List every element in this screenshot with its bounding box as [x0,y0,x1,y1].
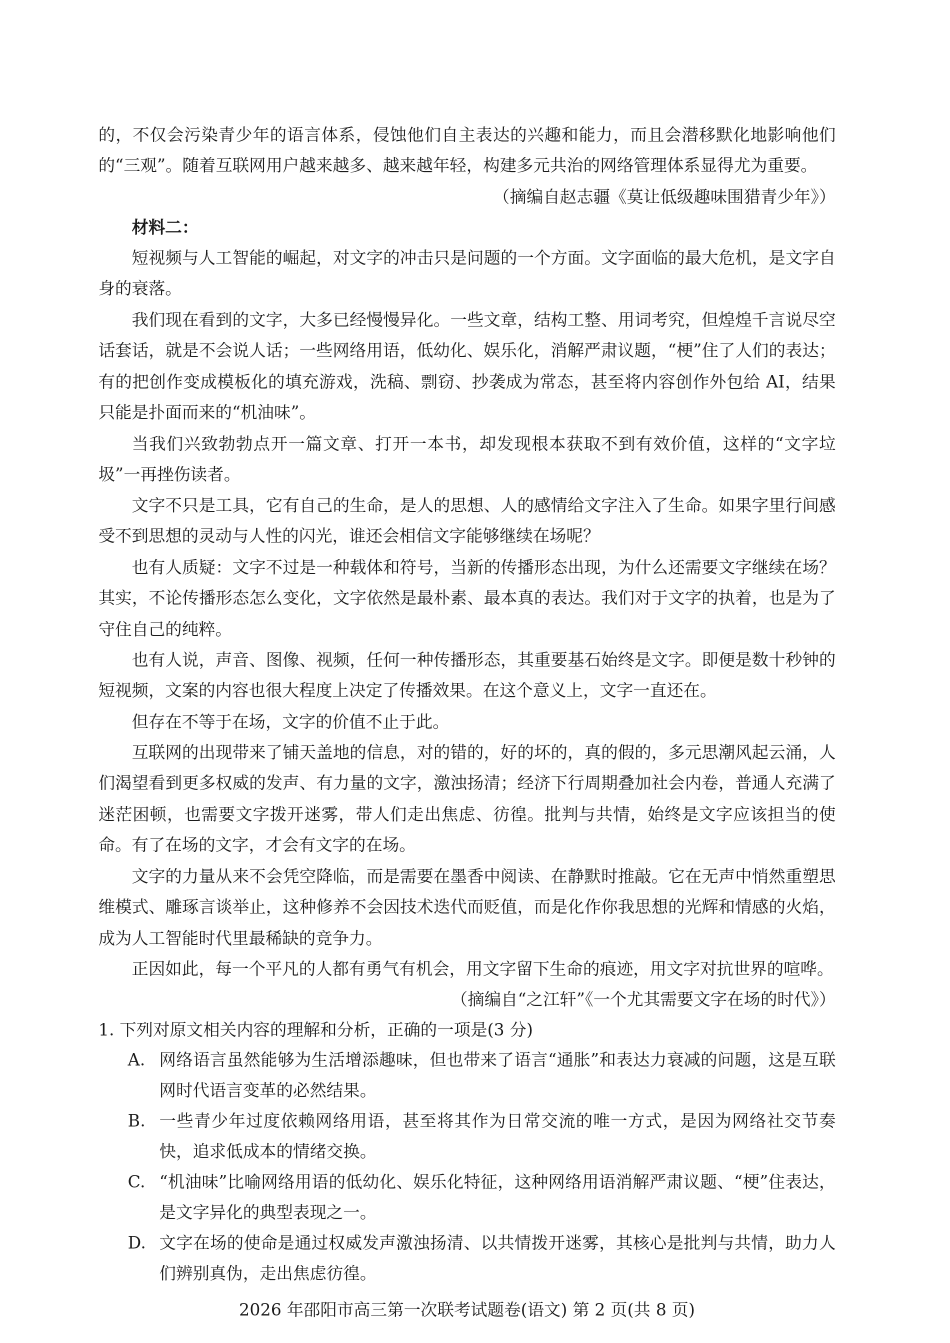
paragraph: 短视频与人工智能的崛起，对文字的冲击只是问题的一个方面。文字面临的最大危机，是文字自身的衰落。 [98,248,836,300]
option-a [128,1046,836,1107]
paragraph: 也有人说，声音、图像、视频，任何一种传播形态，其重要基石始终是文字。即便是数十秒钟的短视频，文案的内容也很大程度上决定了传播效果。在这个意义上，文字一直还在。 [98,650,836,702]
option-text: 一些青少年过度依赖网络用语，甚至将其作为日常交流的唯一方式，是因为网络社交节奏快，追求低成本的情绪交换。 [159,1111,836,1163]
option-letter: B. [127,1111,146,1132]
question-stem: 1. 下列对原文相关内容的理解和分析，正确的一项是(3 分) [98,1020,533,1041]
option-text: 网络语言虽然能够为生活增添趣味，但也带来了语言“通胀”和表达力衰减的问题，这是互联网时代语言变革的必然结果。 [159,1051,836,1102]
paragraph: 但存在不等于在场，文字的价值不止于此。 [131,712,450,733]
continuation-paragraph: 的，不仅会污染青少年的语言体系，侵蚀他们自主表达的兴趣和能力，而且会潜移默化地影响他们的“三观”。随着互联网用户越来越多、越来越年轻，构建多元共治的网络管理体系显得尤为重要。 [98,125,836,177]
paragraph: 当我们兴致勃勃点开一篇文章、打开一本书，却发现根本获取不到有效价值，这样的“文字垃圾”一再挫伤读者。 [98,434,836,486]
paragraph: 互联网的出现带来了铺天盖地的信息，对的错的，好的坏的，真的假的，多元思潮风起云涌，人们渴望看到更多权威的发声、有力量的文字，激浊扬清；经济下行周期叠加社会内卷，普通人充满了迷茫困顿，也需要文字拨开迷雾，带人们走出焦虑、彷徨。批判与共情，始终是文字应该担当的使命。有了在场的文字，才会有文字的在场。 [98,743,836,856]
option-b [128,1107,836,1168]
paragraph: 文字的力量从来不会凭空降临，而是需要在墨香中阅读、在静默时推敲。它在无声中悄然重塑思维模式、雕琢言谈举止，这种修养不会因技术迭代而贬值，而是化作你我思想的光辉和情感的火焰，成为人工智能时代里最稀缺的竞争力。 [98,867,836,949]
option-text: “机油味”比喻网络用语的低幼化、娱乐化特征，这种网络用语消解严肃议题、“梗”住表达，是文字异化的典型表现之一。 [159,1172,836,1224]
source-citation-2: （摘编自“之江轩”《一个尤其需要文字在场的时代》） [450,990,836,1010]
option-d [128,1229,836,1290]
source-citation-1: （摘编自赵志疆《莫让低级趣味围猎青少年》） [493,187,836,208]
paragraph: 正因如此，每一个平凡的人都有勇气有机会，用文字留下生命的痕迹，用文字对抗世界的喧哗。 [131,959,834,980]
paragraph: 也有人质疑：文字不过是一种载体和符号，当新的传播形态出现，为什么还需要文字继续在场？其实，不论传播形态怎么变化，文字依然是最朴素、最本真的表达。我们对于文字的执着，也是为了守住自己的纯粹。 [98,558,836,640]
material-2-heading: 材料二： [131,218,199,238]
option-letter: C. [127,1172,146,1193]
option-c [128,1168,836,1229]
paragraph: 文字不只是工具，它有自己的生命，是人的思想、人的感情给文字注入了生命。如果字里行间感受不到思想的灵动与人性的闪光，谁还会相信文字能够继续在场呢？ [98,496,836,548]
paragraph: 我们现在看到的文字，大多已经慢慢异化。一些文章，结构工整、用词考究，但煌煌千言说尽空话套话，就是不会说人话；一些网络用语，低幼化、娱乐化，消解严肃议题，“梗”住了人们的表达；有的把创作变成模板化的填充游戏，洗稿、剽窃、抄袭成为常态，甚至将内容创作外包给 AI，结果只能是扑面而来的“机油味”。 [98,310,836,423]
page-footer: 2026 年邵阳市高三第一次联考试题卷(语文) 第 2 页(共 8 页) [238,1300,696,1321]
option-letter: D. [127,1233,146,1254]
option-text: 文字在场的使命是通过权威发声激浊扬清、以共情拨开迷雾，其核心是批判与共情，助力人们辨别真伪，走出焦虑彷徨。 [159,1233,836,1285]
option-letter: A. [127,1051,146,1071]
